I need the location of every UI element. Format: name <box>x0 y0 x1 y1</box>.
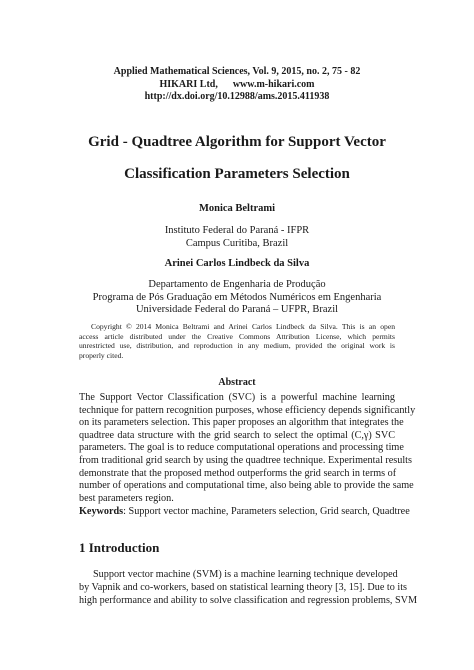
doi-link[interactable]: http://dx.doi.org/10.12988/ams.2015.411938 <box>144 91 330 102</box>
introduction-body <box>79 568 418 607</box>
abstract-heading: Abstract <box>218 377 256 388</box>
abstract-line: quadtree data structure with the grid search to select the optimal (C,γ) SVC <box>79 429 395 441</box>
journal-header <box>0 66 474 104</box>
abstract-line: from traditional grid search by using the quadtree technique. Experimental results <box>79 454 412 466</box>
copyright-line: access article distributed under the Creative Commons Attribution License, which permits <box>79 331 395 341</box>
abstract-line: The Support Vector Classification (SVC) is a powerful machine learning <box>79 392 395 403</box>
copyright-line: Copyright © 2014 Monica Beltrami and Arinei Carlos Lindbeck da Silva. This is an open <box>91 322 395 331</box>
author-name-2: Arinei Carlos Lindbeck da Silva <box>164 258 310 269</box>
copyright-notice <box>79 322 395 360</box>
abstract-line: on its parameters selection. This paper proposes an algorithm that integrates the <box>79 417 404 429</box>
journal-citation: Applied Mathematical Sciences, Vol. 9, 2015, no. 2, 75 - 82 <box>113 66 361 77</box>
section-heading-introduction: 1 Introduction <box>79 540 160 555</box>
abstract-line: parameters. The goal is to reduce computational operations and processing time <box>79 442 404 454</box>
intro-line: high performance and ability to solve classification and regression problems, SVM <box>79 595 418 606</box>
author-name-1: Monica Beltrami <box>198 203 276 214</box>
publisher-line: HIKARI Ltd, www.m-hikari.com <box>159 78 315 90</box>
affiliation-line: Universidade Federal do Paraná – UFPR, Brazil <box>135 304 339 315</box>
copyright-line: unrestricted use, distribution, and reproduction in any medium, provided the original work is <box>79 341 395 351</box>
abstract-line: number of operations and computational time, also being able to provide the same <box>79 480 414 492</box>
affiliation-line: Departamento de Engenharia de Produção <box>148 279 326 290</box>
intro-line: Support vector machine (SVM) is a machine learning technique developed <box>93 569 398 580</box>
author-affiliation-1 <box>0 225 474 250</box>
affiliation-line: Instituto Federal do Paraná - IFPR <box>164 225 310 236</box>
keywords-line <box>79 506 409 519</box>
intro-line: by Vapnik and co-workers, based on statistical learning theory [3, 15]. Due to its <box>79 582 407 593</box>
copyright-line: properly cited. <box>79 350 124 360</box>
affiliation-line: Programa de Pós Graduação em Métodos Numéricos em Engenharia <box>92 291 382 303</box>
author-affiliation-2 <box>0 279 474 317</box>
keywords-label: Keywords <box>79 506 124 517</box>
affiliation-line: Campus Curitiba, Brazil <box>185 237 289 249</box>
abstract-line: best parameters region. <box>79 492 174 504</box>
paper-title-line-2: Classification Parameters Selection <box>124 166 350 182</box>
abstract-body <box>79 392 416 505</box>
abstract-line: demonstrate that the proposed method outperforms the grid search in terms of <box>79 467 397 479</box>
paper-title-line-1: Grid - Quadtree Algorithm for Support Vector <box>88 134 386 150</box>
keywords-text: : Support vector machine, Parameters selection, Grid search, Quadtree <box>123 506 410 517</box>
abstract-line: technique for pattern recognition purposes, whose efficiency depends significantly <box>79 404 416 416</box>
